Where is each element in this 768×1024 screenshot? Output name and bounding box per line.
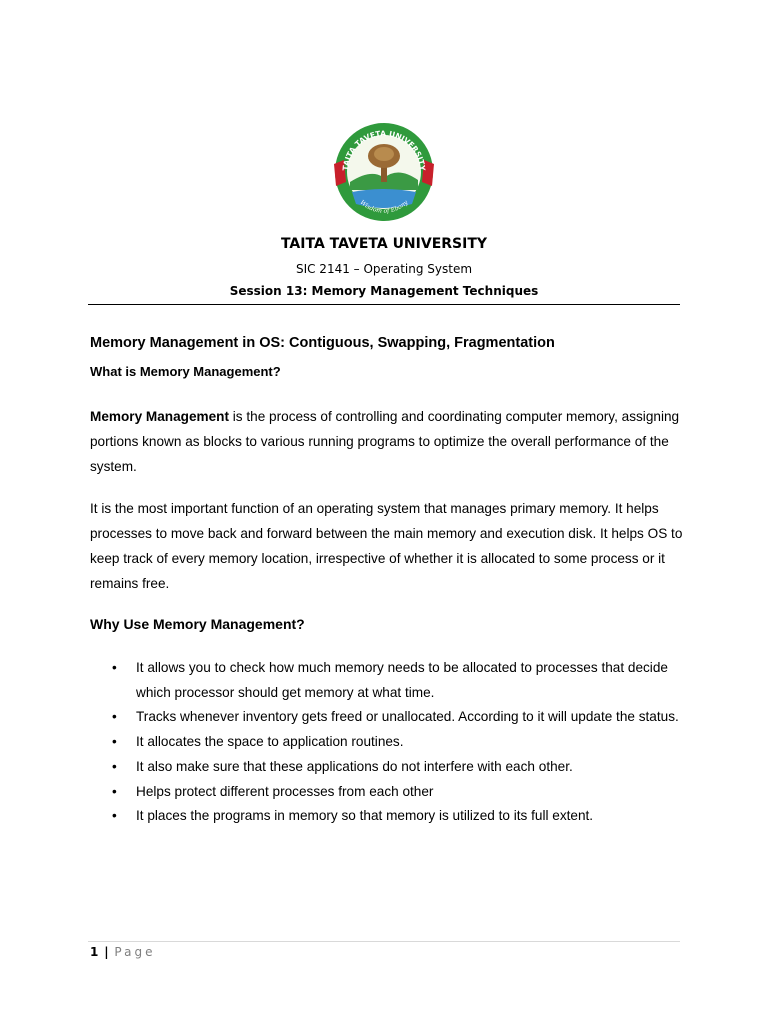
list-item: • Tracks whenever inventory gets freed or unallocated. According to it will update the status. — [112, 705, 682, 730]
svg-text:TAITA TAVETA UNIVERSITY: TAITA TAVETA UNIVERSITY — [340, 128, 428, 172]
footer-divider — [88, 941, 680, 942]
list-item: • It places the programs in memory so that memory is utilized to its full extent. — [112, 804, 682, 829]
page-label: Page — [114, 945, 156, 959]
list-item: • It allows you to check how much memory needs to be allocated to processes that decide which processor should get memory at what time. — [112, 656, 682, 705]
course-title: SIC 2141 – Operating System — [295, 262, 473, 276]
page-number: 1 — [90, 945, 99, 959]
list-item: • Helps protect different processes from each other — [112, 780, 682, 805]
definition-paragraph — [90, 404, 685, 479]
definition-term: Memory Management — [90, 409, 229, 424]
document-title: Memory Management in OS: Contiguous, Swapping, Fragmentation — [90, 335, 555, 351]
header-divider — [88, 304, 680, 305]
page-footer — [90, 945, 155, 959]
session-title: Session 13: Memory Management Techniques — [229, 284, 539, 298]
list-item: • It allocates the space to application routines. — [112, 730, 682, 755]
reasons-list — [112, 656, 682, 829]
function-paragraph: It is the most important function of an operating system that manages primary memory. It helps processes to move back and forward between the main memory and execution disk. It helps OS to keep track of every memory location, irrespective of whether it is allocated to some process or it remains free. — [90, 501, 683, 591]
list-item: • It also make sure that these applications do not interfere with each other. — [112, 755, 682, 780]
why-heading: Why Use Memory Management? — [90, 616, 305, 632]
footer-separator: | — [104, 945, 109, 959]
what-heading: What is Memory Management? — [90, 364, 281, 379]
university-logo — [332, 120, 436, 224]
definition-text: is the process of controlling and coordinating computer memory, assigning portions known as blocks to various running programs to optimize the overall performance of the system. — [90, 409, 680, 474]
university-name: TAITA TAVETA UNIVERSITY — [280, 236, 488, 252]
svg-text:Wisdom of Ebony: Wisdom of Ebony — [358, 199, 410, 215]
